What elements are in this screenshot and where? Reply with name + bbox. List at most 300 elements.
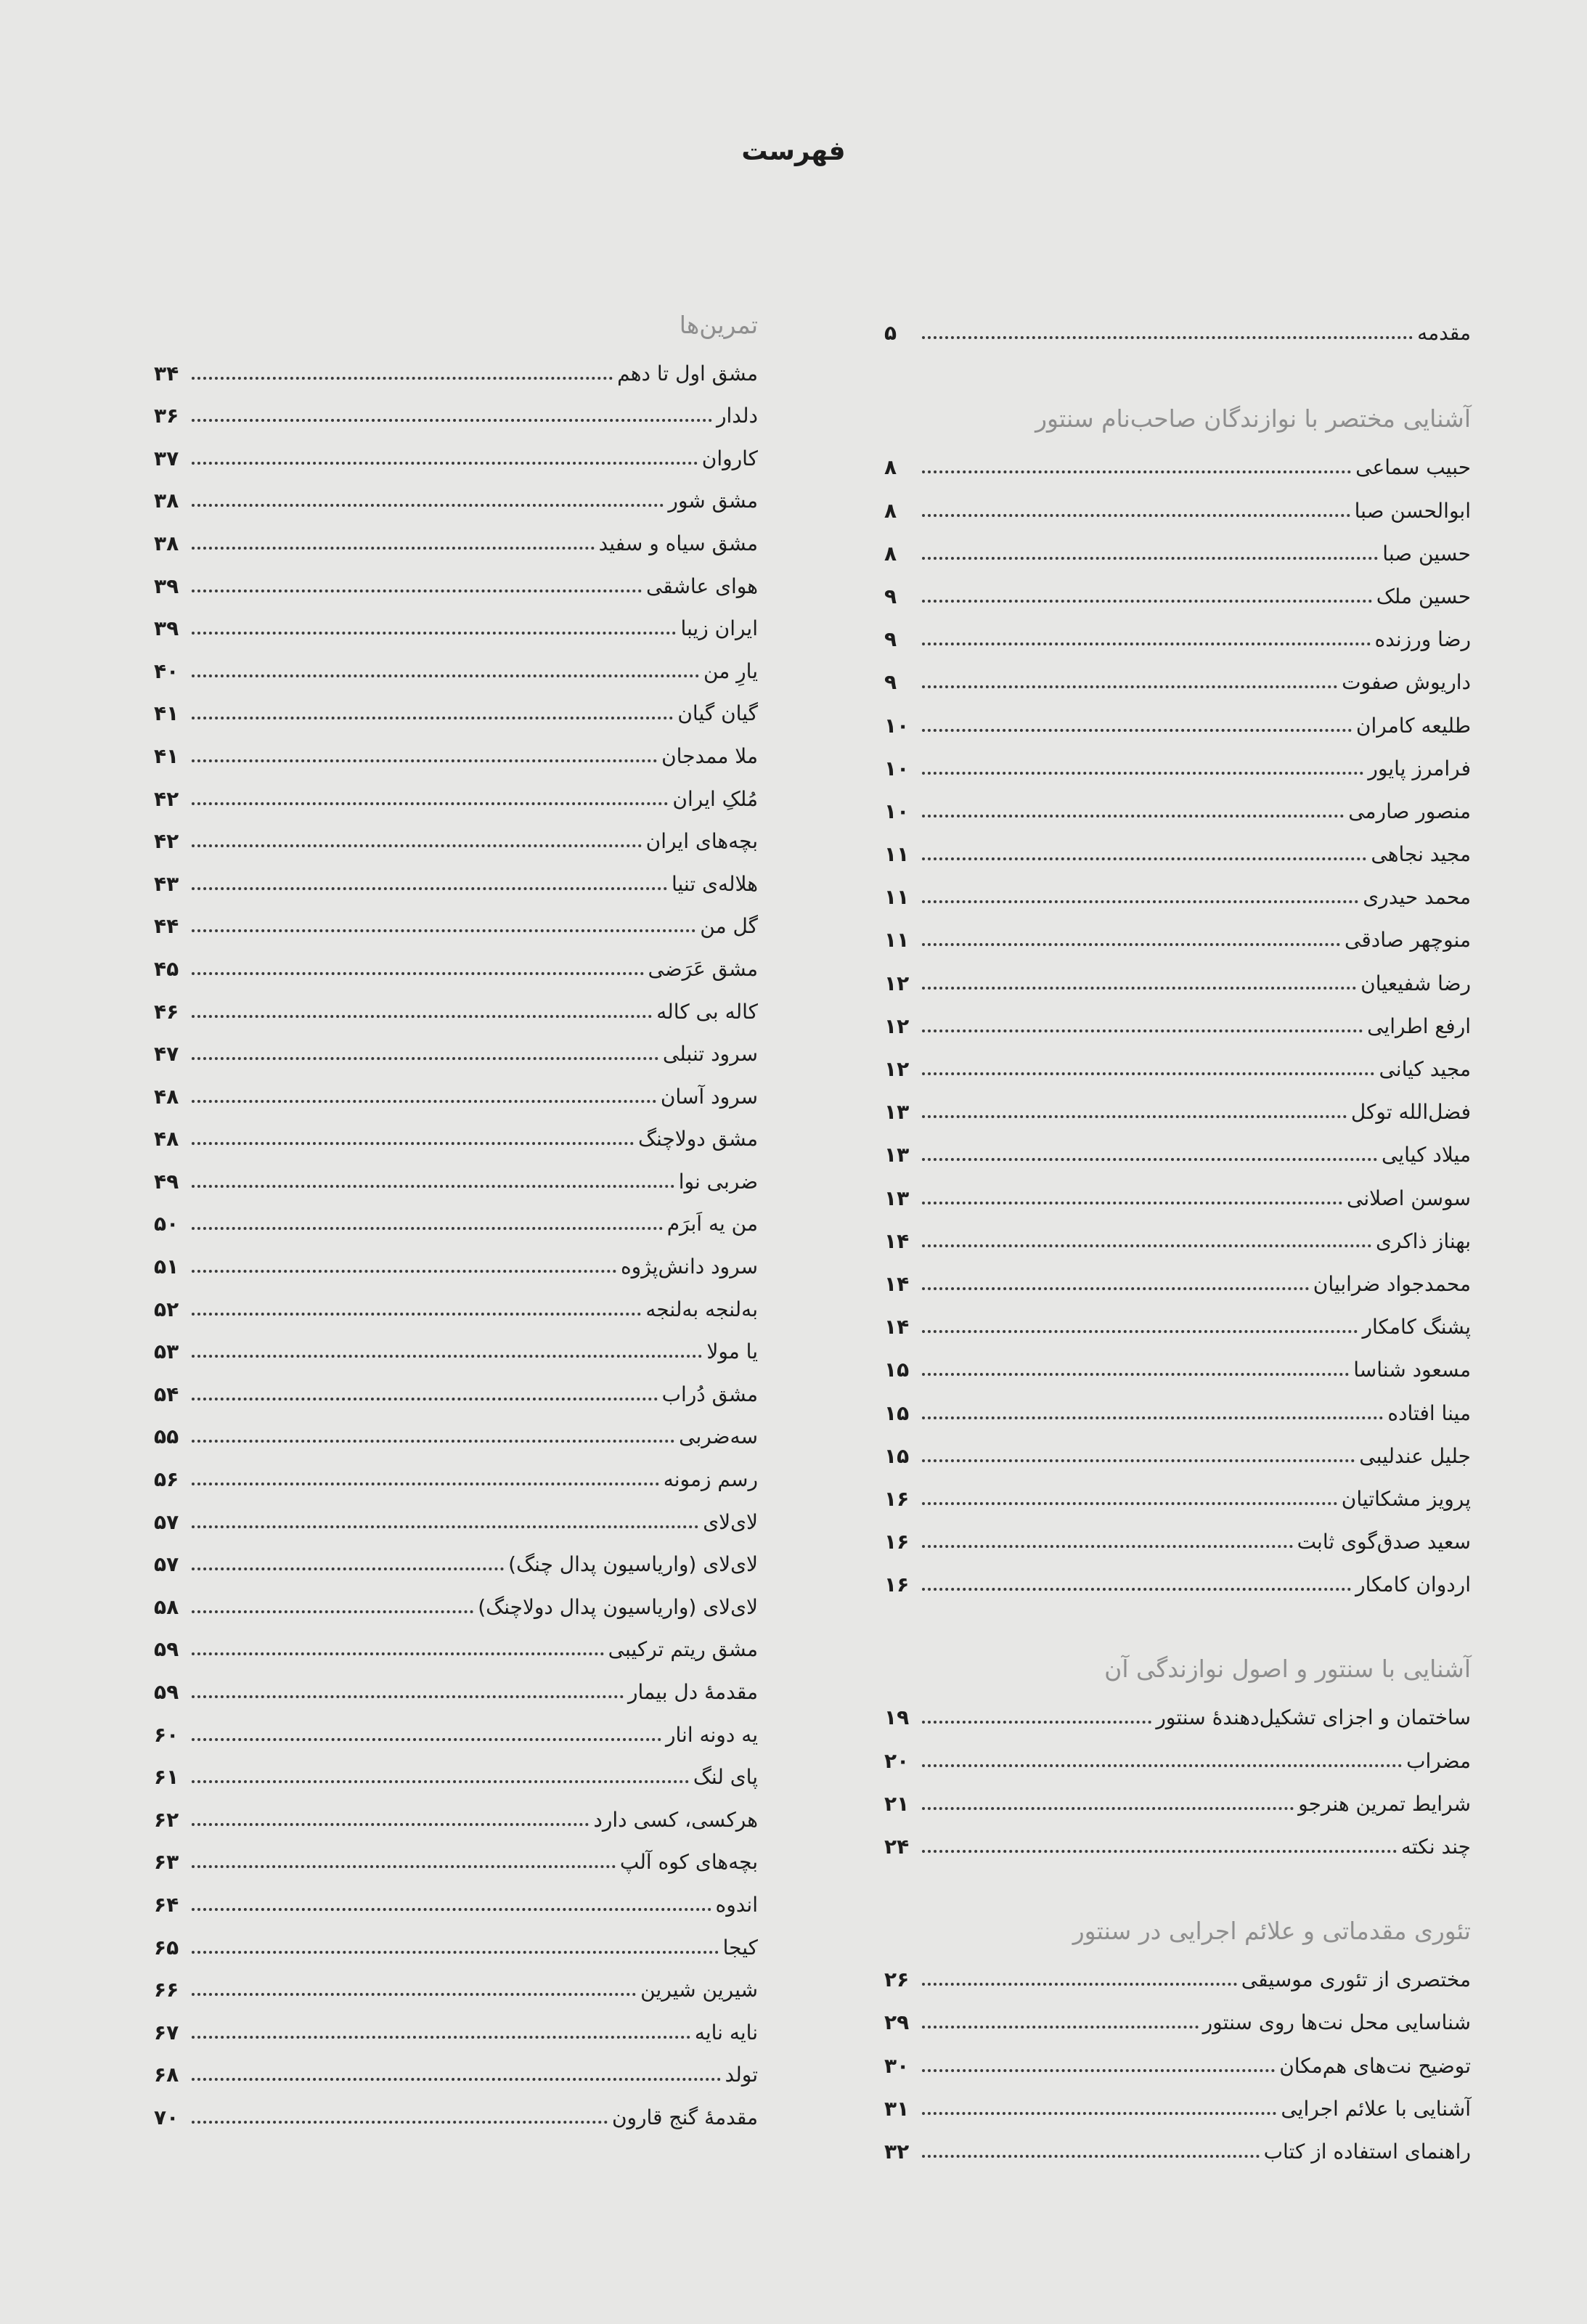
entry-page: ۹ bbox=[884, 627, 897, 652]
section-title: آشنایی مختصر با نوازندگان صاحب‌نام سنتور bbox=[1035, 404, 1471, 433]
entry-page: ۶۸ bbox=[154, 2063, 179, 2087]
dot-leader bbox=[192, 1227, 663, 1230]
toc-entry[interactable] bbox=[884, 955, 1471, 998]
toc-entry[interactable] bbox=[884, 697, 1471, 740]
dot-leader bbox=[922, 1983, 1237, 1986]
toc-entry[interactable] bbox=[884, 1514, 1471, 1557]
entry-page: ۳۷ bbox=[154, 446, 179, 470]
toc-entry[interactable] bbox=[884, 1471, 1471, 1514]
toc-entry[interactable] bbox=[154, 1366, 758, 1409]
entry-label: مشق سیاه و سفید bbox=[598, 531, 758, 555]
entry-page: ۱۳ bbox=[884, 1186, 910, 1210]
toc-entry[interactable] bbox=[884, 1819, 1471, 1862]
entry-page: ۳۰ bbox=[884, 2053, 910, 2078]
dot-leader bbox=[922, 1287, 1309, 1290]
toc-entry[interactable] bbox=[154, 899, 758, 942]
entry-page: ۵۹ bbox=[154, 1680, 179, 1704]
entry-label: فضل‌الله توکل bbox=[1350, 1100, 1471, 1125]
toc-entry[interactable] bbox=[154, 1877, 758, 1920]
dot-leader bbox=[192, 802, 668, 805]
entry-label: داریوش صفوت bbox=[1342, 670, 1471, 695]
entry-page: ۶۲ bbox=[154, 1807, 179, 1832]
entry-page: ۵۲ bbox=[154, 1297, 179, 1321]
entry-label: محمدجواد ضرابیان bbox=[1313, 1271, 1471, 1296]
dot-leader bbox=[192, 1015, 652, 1018]
dot-leader bbox=[192, 1398, 658, 1400]
toc-entry[interactable] bbox=[884, 568, 1471, 611]
entry-label: میلاد کیایی bbox=[1382, 1143, 1471, 1167]
toc-entry[interactable] bbox=[884, 1428, 1471, 1471]
entry-label: سه‌ضربی bbox=[679, 1424, 758, 1449]
dot-leader bbox=[922, 900, 1358, 903]
dot-leader bbox=[192, 1440, 674, 1443]
entry-label: هرکسی، کسی دارد bbox=[593, 1807, 758, 1832]
entry-page: ۹ bbox=[884, 584, 897, 608]
entry-page: ۴۲ bbox=[154, 829, 179, 854]
dot-leader bbox=[192, 1142, 634, 1145]
dot-leader bbox=[922, 1115, 1347, 1118]
toc-entry[interactable] bbox=[154, 1664, 758, 1707]
toc-entry[interactable] bbox=[884, 1557, 1471, 1599]
entry-label: ارفع اطرایی bbox=[1367, 1014, 1471, 1038]
toc-entry[interactable] bbox=[884, 1256, 1471, 1299]
dot-leader bbox=[192, 1100, 656, 1103]
dot-leader bbox=[922, 1373, 1349, 1376]
dot-leader bbox=[192, 2036, 690, 2039]
entry-page: ۳۹ bbox=[154, 616, 179, 641]
section-title: تئوری مقدماتی و علائم اجرایی در سنتور bbox=[1072, 1917, 1471, 1945]
entry-label: من یه اَبرَم bbox=[666, 1212, 758, 1236]
dot-leader bbox=[922, 470, 1351, 473]
dot-leader bbox=[192, 1610, 473, 1613]
toc-entry[interactable] bbox=[154, 728, 758, 771]
entry-page: ۶۳ bbox=[154, 1850, 179, 1875]
entry-label: منوچهر صادقی bbox=[1345, 928, 1471, 953]
dot-leader bbox=[922, 2112, 1276, 2115]
entry-label: مشق شور bbox=[668, 489, 758, 513]
entry-page: ۱۳ bbox=[884, 1100, 910, 1125]
entry-page: ۳۴ bbox=[154, 361, 179, 386]
dot-leader bbox=[192, 1525, 698, 1528]
entry-label: مشق دُراب bbox=[661, 1382, 758, 1406]
entry-page: ۳۲ bbox=[884, 2139, 910, 2164]
entry-page: ۵۶ bbox=[154, 1467, 179, 1492]
entry-label: ملا ممدجان bbox=[661, 743, 758, 768]
dot-leader bbox=[922, 1030, 1363, 1032]
entry-page: ۲۰ bbox=[884, 1748, 910, 1773]
entry-page: ۵۵ bbox=[154, 1424, 179, 1449]
entry-label: ساختمان و اجزای تشکیل‌دهندهٔ سنتور bbox=[1156, 1705, 1471, 1730]
toc-entry[interactable] bbox=[884, 1385, 1471, 1427]
toc-column-right bbox=[884, 305, 1471, 2166]
dot-leader bbox=[922, 336, 1413, 339]
dot-leader bbox=[192, 1823, 589, 1826]
entry-page: ۲۱ bbox=[884, 1791, 910, 1816]
entry-page: ۶۷ bbox=[154, 2020, 179, 2044]
entry-page: ۳۸ bbox=[154, 531, 179, 555]
dot-leader bbox=[192, 1313, 641, 1316]
toc-entry[interactable] bbox=[154, 1154, 758, 1196]
dot-leader bbox=[192, 1908, 711, 1911]
dot-leader bbox=[922, 600, 1372, 603]
entry-page: ۶۱ bbox=[154, 1765, 179, 1790]
entry-label: راهنمای استفاده از کتاب bbox=[1263, 2139, 1471, 2164]
dot-leader bbox=[192, 632, 676, 635]
entry-page: ۳۸ bbox=[154, 489, 179, 513]
entry-page: ۵۰ bbox=[154, 1212, 179, 1236]
entry-label: شیرین شیرین bbox=[640, 1978, 758, 2002]
dot-leader bbox=[922, 1502, 1337, 1505]
toc-entry[interactable] bbox=[154, 643, 758, 686]
entry-label: سرود دانش‌پژوه bbox=[621, 1255, 758, 1279]
toc-entry[interactable] bbox=[884, 1041, 1471, 1084]
dot-leader bbox=[192, 1652, 604, 1655]
entry-label: مشق اول تا دهم bbox=[617, 361, 758, 386]
dot-leader bbox=[192, 674, 699, 677]
entry-page: ۳۶ bbox=[154, 404, 179, 428]
dot-leader bbox=[192, 1185, 674, 1188]
entry-label: رضا شفیعیان bbox=[1360, 971, 1471, 995]
entry-label: هوای عاشقی bbox=[645, 574, 758, 598]
entry-page: ۱۲ bbox=[884, 1057, 910, 1081]
entry-page: ۲۴ bbox=[884, 1835, 910, 1859]
toc-entry[interactable] bbox=[154, 1792, 758, 1835]
toc-entry[interactable] bbox=[154, 1239, 758, 1281]
entry-label: یارِ من bbox=[703, 659, 758, 683]
entry-page: ۱۲ bbox=[884, 971, 910, 995]
entry-page: ۵۸ bbox=[154, 1594, 179, 1619]
dot-leader bbox=[192, 2121, 608, 2124]
dot-leader bbox=[192, 1567, 504, 1570]
entry-page: ۱۲ bbox=[884, 1014, 910, 1038]
toc-entry-intro[interactable] bbox=[884, 305, 1471, 348]
toc-entry[interactable] bbox=[884, 482, 1471, 525]
entry-label: منصور صارمی bbox=[1348, 799, 1471, 823]
toc-entry[interactable] bbox=[154, 814, 758, 857]
entry-label: یا مولا bbox=[706, 1340, 758, 1364]
toc-entry[interactable] bbox=[154, 1750, 758, 1793]
dot-leader bbox=[192, 929, 695, 932]
entry-label: مقدمه bbox=[1417, 321, 1471, 346]
entry-label: گل من bbox=[700, 914, 758, 939]
dot-leader bbox=[922, 1158, 1377, 1161]
toc-entry[interactable] bbox=[154, 1920, 758, 1962]
entry-label: طلیعه کامران bbox=[1355, 713, 1471, 738]
entry-label: سوسن اصلانی bbox=[1347, 1186, 1471, 1210]
entry-label: ضربی نوا bbox=[678, 1169, 758, 1194]
right-sections bbox=[884, 399, 1471, 2166]
toc-entry[interactable] bbox=[154, 941, 758, 984]
toc-entry[interactable] bbox=[154, 1112, 758, 1154]
toc-entry[interactable] bbox=[884, 826, 1471, 869]
entry-label: لای‌لای (واریاسیون پدال دولاچنگ) bbox=[478, 1594, 758, 1619]
entry-label: مشق دولاچنگ bbox=[637, 1127, 758, 1151]
entry-page: ۴۸ bbox=[154, 1084, 179, 1109]
toc-entry[interactable] bbox=[884, 1994, 1471, 2037]
toc-entry[interactable] bbox=[884, 1732, 1471, 1775]
toc-entry[interactable] bbox=[154, 2047, 758, 2090]
dot-leader bbox=[922, 1202, 1342, 1204]
entry-label: شناسایی محل نت‌ها روی سنتور bbox=[1202, 2010, 1471, 2035]
toc-entry[interactable] bbox=[154, 601, 758, 644]
toc-entry[interactable] bbox=[884, 998, 1471, 1041]
entry-label: لای‌لای bbox=[703, 1509, 758, 1534]
entry-page: ۸ bbox=[884, 498, 897, 523]
toc-entry[interactable] bbox=[154, 1196, 758, 1239]
dot-leader bbox=[922, 1416, 1383, 1419]
entry-label: مقدمهٔ دل بیمار bbox=[628, 1680, 758, 1704]
entry-page: ۴۸ bbox=[154, 1127, 179, 1151]
entry-label: مجید کیانی bbox=[1379, 1057, 1471, 1081]
dot-leader bbox=[922, 2155, 1260, 2158]
entry-page: ۱۰ bbox=[884, 799, 910, 823]
dot-leader bbox=[192, 419, 712, 422]
dot-leader bbox=[192, 1057, 658, 1060]
entry-page: ۷۰ bbox=[154, 2105, 179, 2129]
entry-page: ۵۳ bbox=[154, 1340, 179, 1364]
dot-leader bbox=[192, 844, 642, 847]
entry-page: ۳۱ bbox=[884, 2096, 910, 2121]
entry-label: حسین صبا bbox=[1382, 541, 1471, 566]
toc-entry[interactable] bbox=[884, 1952, 1471, 1994]
entry-label: ابوالحسن صبا bbox=[1354, 498, 1471, 523]
dot-leader bbox=[922, 987, 1356, 990]
entry-page: ۱۶ bbox=[884, 1530, 910, 1554]
entry-label: تولد bbox=[725, 2063, 758, 2087]
dot-leader bbox=[192, 1993, 636, 1996]
entry-label: مضراب bbox=[1406, 1748, 1471, 1773]
dot-leader bbox=[922, 1459, 1355, 1462]
toc-entry[interactable] bbox=[154, 1494, 758, 1537]
entry-label: مُلکِ ایران bbox=[672, 786, 758, 811]
entry-label: مینا افتاده bbox=[1387, 1400, 1471, 1425]
dot-leader bbox=[922, 815, 1344, 818]
toc-entry[interactable] bbox=[154, 431, 758, 473]
toc-entry[interactable] bbox=[154, 388, 758, 431]
entry-label: مجید نجاهی bbox=[1371, 842, 1471, 867]
entry-label: کیجا bbox=[722, 1935, 758, 1960]
toc-entry[interactable] bbox=[154, 1962, 758, 2005]
toc-entry[interactable] bbox=[154, 473, 758, 516]
dot-leader bbox=[192, 1695, 624, 1698]
dot-leader bbox=[192, 717, 673, 719]
entry-page: ۱۴ bbox=[884, 1271, 910, 1296]
entry-label: مقدمهٔ گنج قارون bbox=[611, 2105, 758, 2129]
entry-label: حسین ملک bbox=[1376, 584, 1471, 608]
toc-entry[interactable] bbox=[884, 439, 1471, 482]
entry-label: سعید صدق‌گوی ثابت bbox=[1297, 1530, 1471, 1554]
entry-page: ۴۲ bbox=[154, 786, 179, 811]
toc-entry[interactable] bbox=[884, 654, 1471, 697]
entry-page: ۴۱ bbox=[154, 743, 179, 768]
entry-label: پای لنگ bbox=[693, 1765, 758, 1790]
dot-leader bbox=[192, 972, 644, 975]
entry-page: ۱۵ bbox=[884, 1400, 910, 1425]
entry-label: پرویز مشکاتیان bbox=[1341, 1486, 1471, 1511]
toc-entry[interactable] bbox=[884, 912, 1471, 955]
toc-entry[interactable] bbox=[154, 984, 758, 1027]
toc-entry[interactable] bbox=[154, 1622, 758, 1665]
toc-entry[interactable] bbox=[884, 869, 1471, 912]
entry-label: مشق ریتم ترکیبی bbox=[608, 1637, 758, 1662]
toc-entry[interactable] bbox=[884, 741, 1471, 783]
dot-leader bbox=[192, 1738, 661, 1741]
toc-entry[interactable] bbox=[154, 2089, 758, 2132]
dot-leader bbox=[922, 772, 1363, 775]
dot-leader bbox=[922, 514, 1350, 517]
entry-page: ۱۹ bbox=[884, 1705, 910, 1730]
entry-page: ۹ bbox=[884, 670, 897, 695]
toc-entry[interactable] bbox=[884, 1342, 1471, 1385]
dot-leader bbox=[922, 1244, 1371, 1247]
entry-page: ۱۶ bbox=[884, 1486, 910, 1511]
entry-page: ۴۴ bbox=[154, 914, 179, 939]
dot-leader bbox=[922, 1850, 1397, 1853]
entry-page: ۱۴ bbox=[884, 1315, 910, 1340]
dot-leader bbox=[192, 590, 642, 592]
dot-leader bbox=[922, 1330, 1358, 1333]
dot-leader bbox=[922, 857, 1366, 860]
dot-leader bbox=[922, 557, 1378, 560]
dot-leader bbox=[192, 1355, 702, 1358]
toc-entry[interactable] bbox=[154, 1069, 758, 1112]
dot-leader bbox=[922, 1721, 1151, 1724]
toc-entry[interactable] bbox=[884, 2081, 1471, 2124]
entry-label: سرود آسان bbox=[660, 1084, 758, 1109]
toc-entry[interactable] bbox=[154, 2005, 758, 2047]
toc-entry[interactable] bbox=[884, 1689, 1471, 1732]
entry-label: لای‌لای (واریاسیون پدال چنگ) bbox=[508, 1552, 758, 1577]
entry-page: ۴۶ bbox=[154, 999, 179, 1024]
entry-page: ۸ bbox=[884, 541, 897, 566]
exercise-list bbox=[154, 346, 758, 2132]
entry-page: ۱۱ bbox=[884, 885, 910, 910]
toc-entry[interactable] bbox=[884, 1084, 1471, 1127]
entry-label: نایه نایه bbox=[694, 2020, 758, 2044]
entry-label: حبیب سماعی bbox=[1355, 455, 1471, 480]
toc-entry[interactable] bbox=[884, 1299, 1471, 1342]
section-title: تمرین‌ها bbox=[679, 311, 758, 339]
entry-page: ۴۱ bbox=[154, 701, 179, 726]
entry-label: گیان گیان bbox=[677, 701, 758, 726]
toc-entry[interactable] bbox=[154, 1281, 758, 1324]
entry-label: دلدار bbox=[717, 404, 758, 428]
entry-page: ۱۱ bbox=[884, 842, 910, 867]
entry-page: ۲۶ bbox=[884, 1968, 910, 1992]
entry-label: بچه‌های کوه آلپ bbox=[619, 1850, 758, 1875]
entry-page: ۴۵ bbox=[154, 956, 179, 981]
toc-entry[interactable] bbox=[154, 1537, 758, 1580]
entry-label: محمد حیدری bbox=[1363, 885, 1471, 910]
page-title: فهرست bbox=[741, 136, 846, 166]
entry-page: ۱۵ bbox=[884, 1443, 910, 1468]
entry-label: مسعود شناسا bbox=[1353, 1358, 1471, 1382]
entry-label: کاله بی کاله bbox=[656, 999, 758, 1024]
toc-entry[interactable] bbox=[154, 1707, 758, 1750]
toc-entry[interactable] bbox=[884, 783, 1471, 826]
dot-leader bbox=[922, 1807, 1294, 1810]
dot-leader bbox=[192, 1483, 659, 1485]
dot-leader bbox=[192, 1270, 616, 1273]
entry-page: ۴۳ bbox=[154, 871, 179, 896]
entry-label: بهناز ذاکری bbox=[1375, 1228, 1471, 1253]
toc-entry[interactable] bbox=[884, 1170, 1471, 1212]
entry-page: ۱۳ bbox=[884, 1143, 910, 1167]
toc-entry[interactable] bbox=[884, 2124, 1471, 2166]
dot-leader bbox=[922, 1764, 1402, 1767]
entry-label: بچه‌های ایران bbox=[645, 829, 758, 854]
entry-page: ۱۶ bbox=[884, 1573, 910, 1597]
entry-page: ۸ bbox=[884, 455, 897, 480]
toc-entry[interactable] bbox=[154, 515, 758, 558]
toc-entry[interactable] bbox=[154, 856, 758, 899]
entry-page: ۵۷ bbox=[154, 1509, 179, 1534]
dot-leader bbox=[922, 1545, 1293, 1548]
entry-label: چند نکته bbox=[1400, 1835, 1471, 1859]
entry-label: شرایط تمرین هنرجو bbox=[1298, 1791, 1471, 1816]
toc-entry[interactable] bbox=[154, 1409, 758, 1452]
toc-entry[interactable] bbox=[154, 1579, 758, 1622]
dot-leader bbox=[192, 759, 657, 762]
entry-label: هلاله‌ی تنیا bbox=[671, 871, 758, 896]
toc-entry[interactable] bbox=[154, 1324, 758, 1367]
entry-page: ۲۹ bbox=[884, 2010, 910, 2035]
toc-entry[interactable] bbox=[884, 526, 1471, 568]
entry-page: ۶۴ bbox=[154, 1892, 179, 1917]
toc-entry[interactable] bbox=[154, 1835, 758, 1877]
entry-page: ۱۰ bbox=[884, 713, 910, 738]
entry-page: ۱۵ bbox=[884, 1358, 910, 1382]
dot-leader bbox=[922, 685, 1337, 688]
entry-label: ایران زیبا bbox=[680, 616, 758, 641]
entry-page: ۱۴ bbox=[884, 1228, 910, 1253]
dot-leader bbox=[192, 887, 667, 890]
toc-entry[interactable] bbox=[154, 771, 758, 814]
toc-entry[interactable] bbox=[154, 1451, 758, 1494]
dot-leader bbox=[922, 2026, 1199, 2029]
entry-page: ۶۶ bbox=[154, 1978, 179, 2002]
toc-entry[interactable] bbox=[884, 1776, 1471, 1819]
toc-entry[interactable] bbox=[884, 1213, 1471, 1256]
dot-leader bbox=[192, 1951, 719, 1954]
toc-entry[interactable] bbox=[884, 2037, 1471, 2080]
entry-label: اندوه bbox=[715, 1892, 758, 1917]
entry-page: ۴۷ bbox=[154, 1042, 179, 1067]
dot-leader bbox=[192, 377, 613, 380]
entry-label: به‌لنجه به‌لنجه bbox=[645, 1297, 758, 1321]
entry-page: ۴۰ bbox=[154, 659, 179, 683]
entry-page: ۶۵ bbox=[154, 1935, 179, 1960]
toc-entry[interactable] bbox=[884, 611, 1471, 654]
toc-entry[interactable] bbox=[154, 1027, 758, 1069]
toc-entry[interactable] bbox=[154, 558, 758, 601]
entry-label: توضیح نت‌های هم‌مکان bbox=[1279, 2053, 1471, 2078]
dot-leader bbox=[192, 1780, 689, 1783]
dot-leader bbox=[922, 729, 1352, 732]
entry-page: ۳۹ bbox=[154, 574, 179, 598]
entry-label: مختصری از تئوری موسیقی bbox=[1241, 1968, 1471, 1992]
entry-page: ۵۱ bbox=[154, 1255, 179, 1279]
dot-leader bbox=[192, 547, 595, 550]
toc-entry[interactable] bbox=[154, 346, 758, 388]
dot-leader bbox=[922, 1588, 1351, 1591]
toc-entry[interactable] bbox=[884, 1127, 1471, 1170]
dot-leader bbox=[192, 2078, 721, 2081]
dot-leader bbox=[922, 643, 1371, 645]
toc-column-left bbox=[154, 305, 758, 2132]
toc-entry[interactable] bbox=[154, 686, 758, 729]
entry-label: رسم زمونه bbox=[663, 1467, 758, 1492]
